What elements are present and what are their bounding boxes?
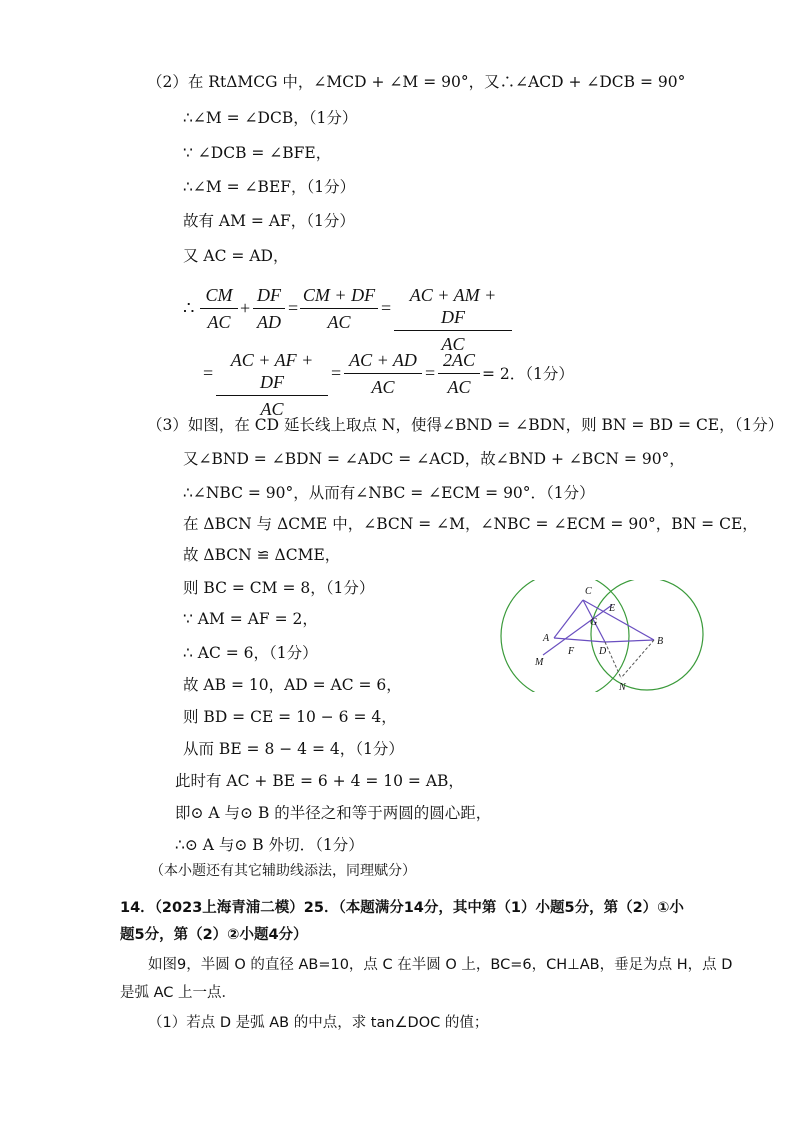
equals-sign: =	[203, 363, 214, 383]
part2-line-4: ∴∠M = ∠BEF，（1分）	[183, 178, 356, 196]
equals-sign: =	[288, 298, 299, 318]
problem-14-stem-line-2: 是弧 AC 上一点．	[120, 985, 237, 1001]
label-n: N	[619, 682, 626, 692]
circle-b	[591, 580, 703, 690]
fraction-ac-ad-ac: AC + AD AC	[344, 349, 422, 398]
label-f: F	[568, 646, 575, 657]
segment-ca	[554, 600, 583, 638]
problem-14-header-line-2: 题5分，第（2）②小题4分）	[120, 927, 308, 943]
label-g: G	[590, 617, 598, 628]
part3-line-14: ∴⊙ A 与⊙ B 外切．（1分）	[175, 836, 364, 854]
tangent-circles-diagram	[497, 580, 709, 692]
problem-14-header-line-1: 14．（2023上海青浦二模）25．（本题满分14分，其中第（1）小题5分，第（2）①小	[120, 900, 684, 916]
part3-line-5: 故 ΔBCN ≌ ΔCME，	[183, 546, 341, 564]
fraction-cm-df-ac: CM + DF AC	[300, 284, 378, 333]
label-c: C	[585, 586, 592, 597]
part3-line-6: 则 BC = CM = 8，（1分）	[183, 579, 375, 597]
part2-line-3: ∵ ∠DCB = ∠BFE，	[183, 144, 332, 162]
problem-14-question-1: （1）若点 D 是弧 AB 的中点，求 tan∠DOC 的值；	[148, 1015, 489, 1031]
problem-14-stem-line-1: 如图9，半圆 O 的直径 AB=10，点 C 在半圆 O 上，BC=6，CH⊥AB，垂足为点 H，点 D	[148, 957, 733, 973]
part2-line-5: 故有 AM = AF，（1分）	[183, 212, 355, 230]
fraction-ac-am-df-ac: AC + AM + DF AC	[394, 284, 512, 355]
label-b: B	[657, 636, 664, 647]
part3-note: （本小题还有其它辅助线添法，同理赋分）	[150, 863, 416, 879]
part3-line-13: 即⊙ A 与⊙ B 的半径之和等于两圆的圆心距，	[175, 804, 492, 822]
equals-sign: =	[331, 363, 342, 383]
therefore-symbol: ∴	[183, 298, 195, 318]
fraction-ac-af-df-ac: AC + AF + DF AC	[216, 349, 328, 420]
part3-line-11: 从而 BE = 8 − 4 = 4，（1分）	[183, 740, 404, 758]
part3-line-2: 又∠BND = ∠BDN = ∠ADC = ∠ACD，故∠BND + ∠BCN = 90°，	[183, 450, 685, 468]
part3-line-4: 在 ΔBCN 与 ΔCME 中，∠BCN = ∠M，∠NBC = ∠ECM = 90°，BN = CE，	[183, 515, 758, 533]
part3-line-3: ∴∠NBC = 90°，从而有∠NBC = ∠ECM = 90°．（1分）	[183, 484, 595, 502]
equals-sign: =	[381, 298, 392, 318]
part3-line-10: 则 BD = CE = 10 − 6 = 4，	[183, 708, 397, 726]
label-e: E	[609, 603, 616, 614]
label-d: D	[599, 646, 607, 657]
equals-sign: =	[425, 363, 436, 383]
fraction-df-ad: DF AD	[253, 284, 285, 333]
part3-line-12: 此时有 AC + BE = 6 + 4 = 10 = AB，	[175, 772, 464, 790]
fraction-2ac-ac: 2AC AC	[438, 349, 480, 398]
part2-line-2: ∴∠M = ∠DCB，（1分）	[183, 109, 358, 127]
plus-sign: +	[240, 298, 251, 318]
part2-line-6: 又 AC = AD，	[183, 247, 289, 265]
part2-line-1: （2）在 RtΔMCG 中，∠MCD + ∠M = 90°，又∴∠ACD + ∠DCB = 90°	[147, 73, 686, 91]
segment-dn	[605, 642, 621, 678]
segment-bn	[621, 640, 654, 678]
fraction-cm-ac: CM AC	[200, 284, 238, 333]
part3-line-1: （3）如图，在 CD 延长线上取点 N，使得∠BND = ∠BDN，则 BN = BD = CE，（1分）	[147, 416, 784, 434]
equation-result: = 2．（1分）	[482, 365, 574, 383]
part3-line-8: ∴ AC = 6，（1分）	[183, 644, 318, 662]
label-m: M	[535, 657, 544, 668]
segment-db	[605, 640, 654, 642]
part3-line-9: 故 AB = 10，AD = AC = 6，	[183, 676, 402, 694]
label-a: A	[543, 633, 550, 644]
part3-line-7: ∵ AM = AF = 2，	[183, 610, 318, 628]
